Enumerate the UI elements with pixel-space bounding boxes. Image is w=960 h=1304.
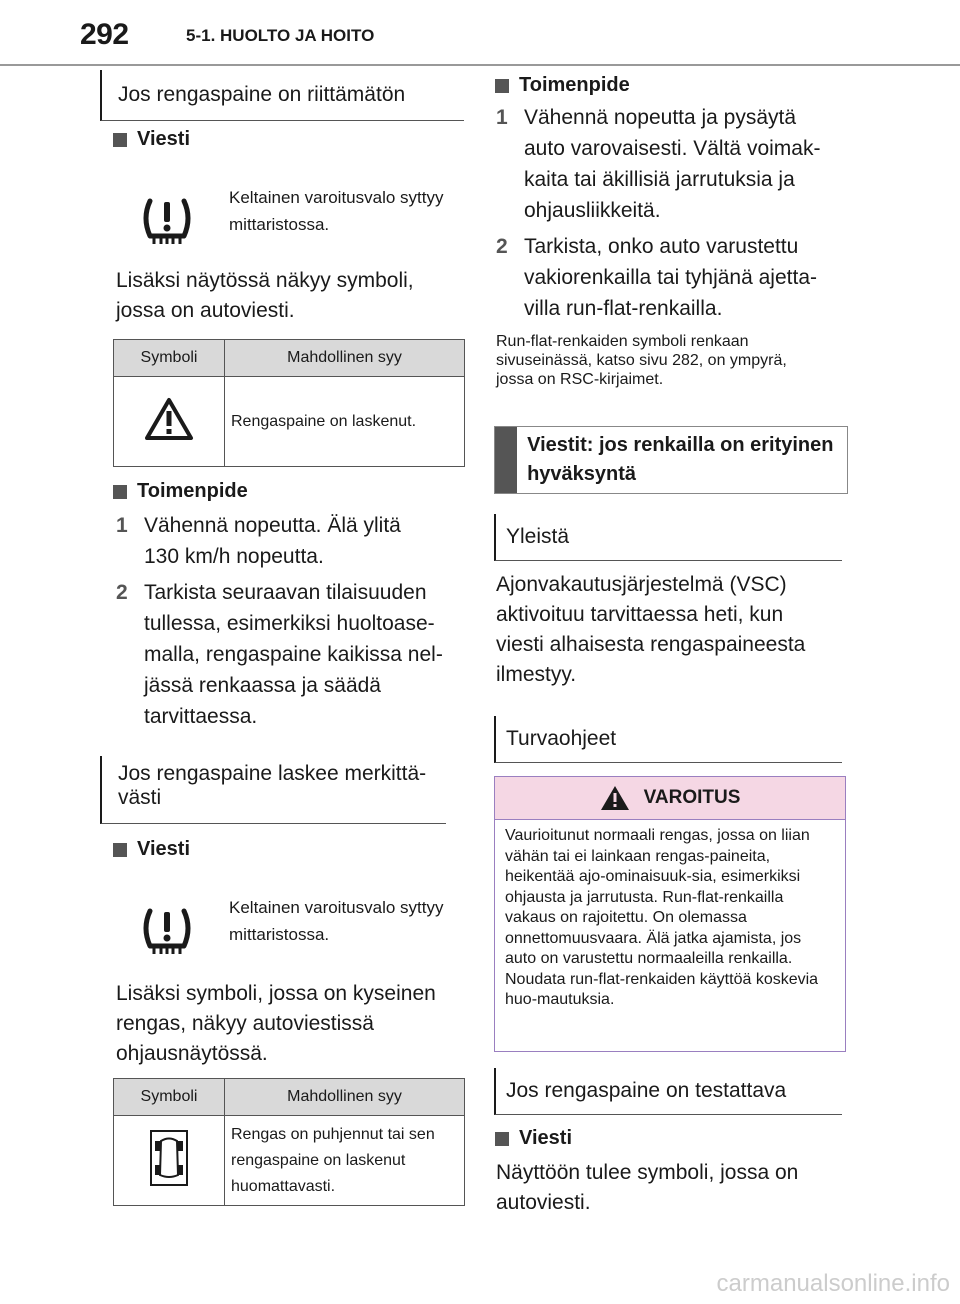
step-text: Vähennä nopeutta ja pysäytä auto varovaisesti. Vältä voimak-kaita tai äkillisiä jarrutuksia ja ohjausliikkeitä. <box>524 106 821 222</box>
subheading-message <box>492 1127 572 1150</box>
header-divider <box>0 64 960 66</box>
step-2 <box>116 577 466 732</box>
step-number: 1 <box>496 106 508 129</box>
tire-pressure-warning-icon <box>140 196 194 248</box>
warning-title: VAROITUS <box>643 787 741 808</box>
tire-pressure-warning-icon <box>140 906 194 958</box>
column-header-symbol: Symboli <box>114 1079 225 1116</box>
square-bullet-icon <box>113 485 127 499</box>
body-text: Lisäksi näytössä näkyy symboli, jossa on autoviesti. <box>116 269 414 322</box>
cause-cell: Rengas on puhjennut tai sen rengaspaine on laskenut huomattavasti. <box>225 1116 465 1206</box>
subheading-label: Viesti <box>519 1127 572 1149</box>
topic-safety <box>494 716 842 763</box>
step-text: Vähennä nopeutta. Älä ylitä 130 km/h nopeutta. <box>144 514 401 568</box>
important-heading: Viestit: jos renkailla on erityinen hyväksyntä <box>527 434 834 485</box>
square-bullet-icon <box>113 843 127 857</box>
subheading-label: Viesti <box>137 128 190 150</box>
step-1 <box>496 102 846 226</box>
warning-triangle-icon <box>144 397 194 441</box>
step-number: 2 <box>496 235 508 258</box>
important-heading-box <box>494 426 848 494</box>
page-number: 292 <box>80 18 129 51</box>
topic-significant-drop <box>100 756 446 824</box>
subheading-label: Toimenpide <box>137 480 248 502</box>
indicator-description: Keltainen varoitusvalo syttyy mittaristossa. <box>229 188 444 234</box>
topic-low-pressure <box>100 70 464 121</box>
warning-box <box>494 776 846 1052</box>
subheading-label: Viesti <box>137 838 190 860</box>
square-bullet-icon <box>495 79 509 93</box>
topic-pressure-test <box>494 1068 842 1115</box>
run-flat-note: Run-flat-renkaiden symboli renkaan sivuseinässä, katso sivu 282, on ympyrä, jossa on RSC-kirjaimet. <box>496 333 787 388</box>
warning-header <box>495 777 845 820</box>
indicator-description: Keltainen varoitusvalo syttyy mittaristossa. <box>229 898 444 944</box>
subheading-label: Toimenpide <box>519 74 630 96</box>
subheading-action <box>110 480 248 503</box>
step-text: Tarkista seuraavan tilaisuuden tullessa, esimerkiksi huoltoase-malla, rengaspaine kaikissa nel-jässä renkaassa ja säädä tarvittaessa. <box>144 581 443 728</box>
topic-label: Jos rengaspaine laskee merkittä-västi <box>118 762 427 809</box>
car-tire-symbol-icon <box>149 1129 189 1187</box>
topic-label: Jos rengaspaine on testattava <box>506 1079 787 1102</box>
symbol-table-2 <box>113 1078 465 1206</box>
square-bullet-icon <box>113 133 127 147</box>
topic-label: Jos rengaspaine on riittämätön <box>118 83 406 106</box>
watermark: carmanualsonline.info <box>716 1270 950 1297</box>
body-text: Ajonvakautusjärjestelmä (VSC) aktivoituu tarvittaessa heti, kun viesti alhaisesta rengaspaineesta ilmestyy. <box>496 573 806 686</box>
column-header-symbol: Symboli <box>114 340 225 377</box>
warning-text: Vaurioitunut normaali rengas, jossa on liian vähän tai ei lainkaan rengas-paineita, heikentää ajo-ominaisuuk-sia, esimerkiksi ohjausta ja jarrutusta. Run-flat-renkailla vakaus on rajoitettu. On olemassa onnettomuusvaara. Älä jatka ajamista, jos auto on varustettu normaaleilla renkailla. Noudata run-flat-renkaiden käyttöä koskevia huo-mautuksia. <box>505 827 819 1008</box>
heading-bar <box>495 427 517 493</box>
cause-cell: Rengaspaine on laskenut. <box>225 377 465 467</box>
subheading-action <box>492 74 630 97</box>
symbol-cell <box>114 1116 225 1206</box>
column-header-cause: Mahdollinen syy <box>225 340 465 377</box>
step-2 <box>496 231 846 324</box>
step-text: Tarkista, onko auto varustettu vakiorenkailla tai tyhjänä ajetta-villa run-flat-renkailla. <box>524 235 817 320</box>
topic-label: Yleistä <box>506 525 570 548</box>
square-bullet-icon <box>495 1132 509 1146</box>
symbol-cell <box>114 377 225 467</box>
symbol-table-1 <box>113 339 465 467</box>
column-header-cause: Mahdollinen syy <box>225 1079 465 1116</box>
warning-triangle-icon <box>600 785 630 811</box>
subheading-message <box>110 128 190 151</box>
step-number: 2 <box>116 581 128 604</box>
body-text: Lisäksi symboli, jossa on kyseinen rengas, näkyy autoviestissä ohjausnäytössä. <box>116 982 436 1065</box>
topic-label: Turvaohjeet <box>506 727 617 750</box>
body-text: Näyttöön tulee symboli, jossa on autoviesti. <box>496 1161 799 1214</box>
step-number: 1 <box>116 514 128 537</box>
subheading-message <box>110 838 190 861</box>
section-title: 5-1. HUOLTO JA HOITO <box>186 26 375 45</box>
topic-general <box>494 514 842 561</box>
step-1 <box>116 510 456 572</box>
